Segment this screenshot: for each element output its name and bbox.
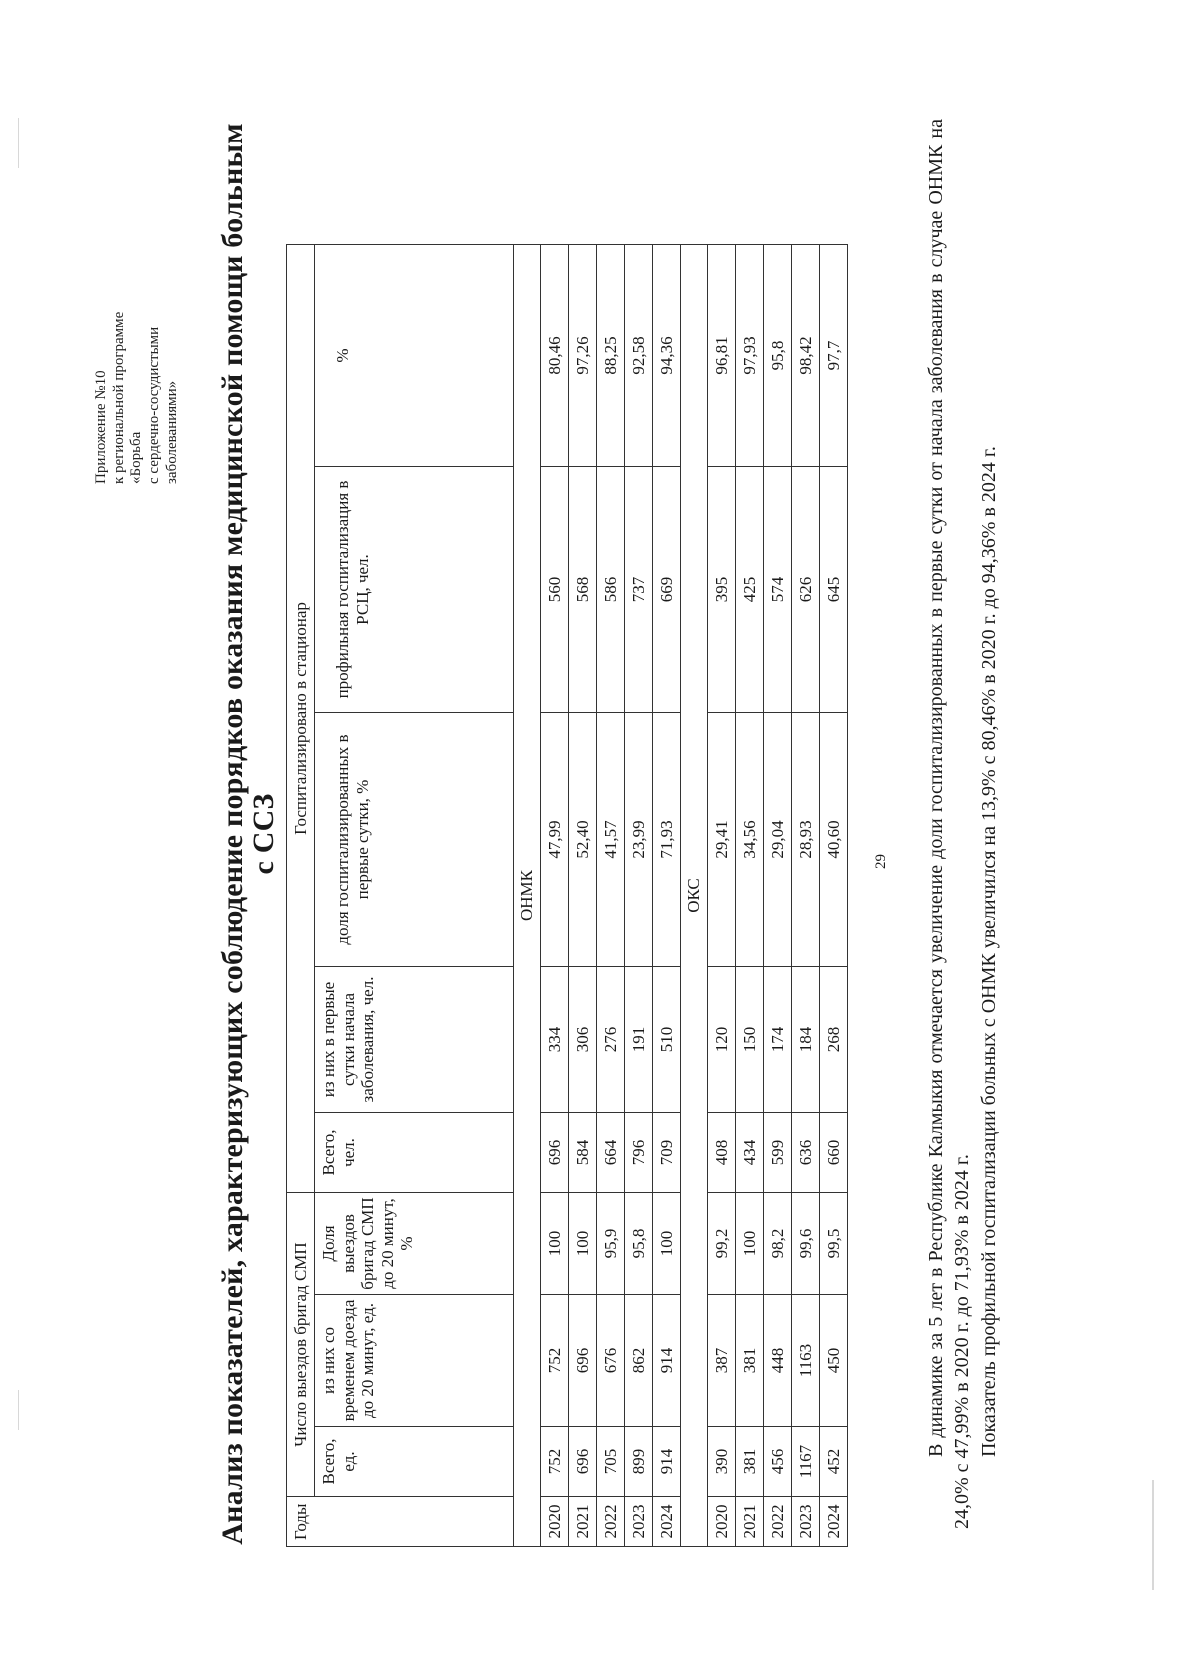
cell: 2024 (653, 1497, 681, 1547)
cell: 2021 (736, 1497, 764, 1547)
cell: 425 (736, 467, 764, 713)
cell: 306 (569, 967, 597, 1113)
section-onmk: ОНМК (514, 245, 541, 1547)
cell: 395 (708, 467, 736, 713)
cell: 2020 (708, 1497, 736, 1547)
cell: 96,81 (708, 245, 736, 467)
cell: 737 (625, 467, 653, 713)
cell: 752 (541, 1295, 569, 1427)
cell: 584 (569, 1113, 597, 1193)
cell: 709 (653, 1113, 681, 1193)
table-row (820, 245, 848, 1547)
cell: 381 (736, 1295, 764, 1427)
header-profile-rsc: профильная госпитализация в РСЦ, чел. (315, 467, 514, 713)
header-hosp-group: Госпитализировано в стационар (287, 245, 315, 1193)
header-years: Годы (287, 1497, 514, 1547)
scan-mark (18, 118, 19, 168)
cell: 568 (569, 467, 597, 713)
table-row (625, 245, 653, 1547)
cell: 599 (764, 1113, 792, 1193)
section-oks: ОКС (681, 245, 708, 1547)
body-text (923, 119, 1002, 1529)
cell: 334 (541, 967, 569, 1113)
cell: 574 (764, 467, 792, 713)
cell: 2021 (569, 1497, 597, 1547)
cell: 98,42 (792, 245, 820, 467)
cell: 174 (764, 967, 792, 1113)
cell: 696 (541, 1113, 569, 1193)
cell: 94,36 (653, 245, 681, 467)
cell: 40,60 (820, 713, 848, 967)
cell: 29,41 (708, 713, 736, 967)
header-smp-total: Всего, ед. (315, 1427, 514, 1497)
scan-mark (1152, 1480, 1154, 1590)
cell: 100 (541, 1193, 569, 1295)
cell: 408 (708, 1113, 736, 1193)
cell: 862 (625, 1295, 653, 1427)
cell: 510 (653, 967, 681, 1113)
cell: 1167 (792, 1427, 820, 1497)
cell: 456 (764, 1427, 792, 1497)
cell: 2020 (541, 1497, 569, 1547)
cell: 88,25 (597, 245, 625, 467)
cell: 150 (736, 967, 764, 1113)
cell: 268 (820, 967, 848, 1113)
appendix-note (93, 154, 181, 484)
cell: 645 (820, 467, 848, 713)
cell: 387 (708, 1295, 736, 1427)
cell: 1163 (792, 1295, 820, 1427)
cell: 560 (541, 467, 569, 713)
cell: 914 (653, 1295, 681, 1427)
cell: 448 (764, 1295, 792, 1427)
cell: 100 (736, 1193, 764, 1295)
cell: 100 (569, 1193, 597, 1295)
cell: 2022 (764, 1497, 792, 1547)
appendix-line: Приложение №10 (93, 370, 109, 484)
table-row (597, 245, 625, 1547)
header-hosp-total: Всего, чел. (315, 1113, 514, 1193)
cell: 434 (736, 1113, 764, 1193)
cell: 636 (792, 1113, 820, 1193)
cell: 28,93 (792, 713, 820, 967)
appendix-line: заболеваниями» (163, 380, 180, 484)
cell: 100 (653, 1193, 681, 1295)
scan-mark (18, 1390, 19, 1430)
cell: 381 (736, 1427, 764, 1497)
cell: 696 (569, 1427, 597, 1497)
cell: 99,5 (820, 1193, 848, 1295)
cell: 276 (597, 967, 625, 1113)
table-row (653, 245, 681, 1547)
cell: 80,46 (541, 245, 569, 467)
cell: 191 (625, 967, 653, 1113)
cell: 95,8 (625, 1193, 653, 1295)
table-row (792, 245, 820, 1547)
header-hosp-first-day-share: доля госпитализированных в первые сутки, % (315, 713, 514, 967)
cell: 23,99 (625, 713, 653, 967)
indicators-table (286, 244, 848, 1547)
table-title: Анализ показателей, характеризующих соблюдение порядков оказания медицинской помощи больным с ССЗ (216, 123, 280, 1545)
cell: 914 (653, 1427, 681, 1497)
cell: 120 (708, 967, 736, 1113)
cell: 99,6 (792, 1193, 820, 1295)
cell: 184 (792, 967, 820, 1113)
cell: 660 (820, 1113, 848, 1193)
header-smp-share: Доля выездов бригад СМП до 20 минут, % (315, 1193, 514, 1295)
cell: 95,9 (597, 1193, 625, 1295)
paragraph: Показатель профильной госпитализации больных с ОНМК увеличился на 13,9% с 80,46% в 2020 г. до 94,36% в 2024 г. (977, 446, 1000, 1457)
header-smp-20min: из них со временем доезда до 20 минут, ед. (315, 1295, 514, 1427)
cell: 669 (653, 467, 681, 713)
cell: 52,40 (569, 713, 597, 967)
cell: 41,57 (597, 713, 625, 967)
cell: 97,7 (820, 245, 848, 467)
cell: 452 (820, 1427, 848, 1497)
table-row (708, 245, 736, 1547)
cell: 95,8 (764, 245, 792, 467)
header-smp-group: Число выездов бригад СМП (287, 1193, 315, 1497)
appendix-line: к региональной программе (110, 311, 127, 484)
cell: 47,99 (541, 713, 569, 967)
cell: 2023 (792, 1497, 820, 1547)
cell: 2024 (820, 1497, 848, 1547)
table-row (569, 245, 597, 1547)
cell: 899 (625, 1427, 653, 1497)
cell: 97,93 (736, 245, 764, 467)
cell: 450 (820, 1295, 848, 1427)
cell: 2023 (625, 1497, 653, 1547)
cell: 29,04 (764, 713, 792, 967)
cell: 98,2 (764, 1193, 792, 1295)
cell: 92,58 (625, 245, 653, 467)
cell: 626 (792, 467, 820, 713)
paragraph: В динамике за 5 лет в Республике Калмыкия отмечается увеличение доли госпитализированных в первые сутки от начала заболевания в случае ОНМК на 24,0% с 47,99% в 2020 г. до 71,93% в 2024 г. (925, 119, 974, 1529)
page-number: 29 (873, 854, 889, 869)
cell: 586 (597, 467, 625, 713)
cell: 696 (569, 1295, 597, 1427)
cell: 705 (597, 1427, 625, 1497)
table-row (764, 245, 792, 1547)
cell: 676 (597, 1295, 625, 1427)
appendix-line: «Борьба (128, 431, 145, 484)
appendix-line: с сердечно-сосудистыми (146, 326, 163, 484)
cell: 390 (708, 1427, 736, 1497)
cell: 796 (625, 1113, 653, 1193)
cell: 99,2 (708, 1193, 736, 1295)
cell: 34,56 (736, 713, 764, 967)
cell: 752 (541, 1427, 569, 1497)
cell: 664 (597, 1113, 625, 1193)
cell: 2022 (597, 1497, 625, 1547)
cell: 71,93 (653, 713, 681, 967)
table-row (541, 245, 569, 1547)
cell: 97,26 (569, 245, 597, 467)
table-row (736, 245, 764, 1547)
header-hosp-first-day: из них в первые сутки начала заболевания, чел. (315, 967, 514, 1113)
header-percent: % (315, 245, 514, 467)
